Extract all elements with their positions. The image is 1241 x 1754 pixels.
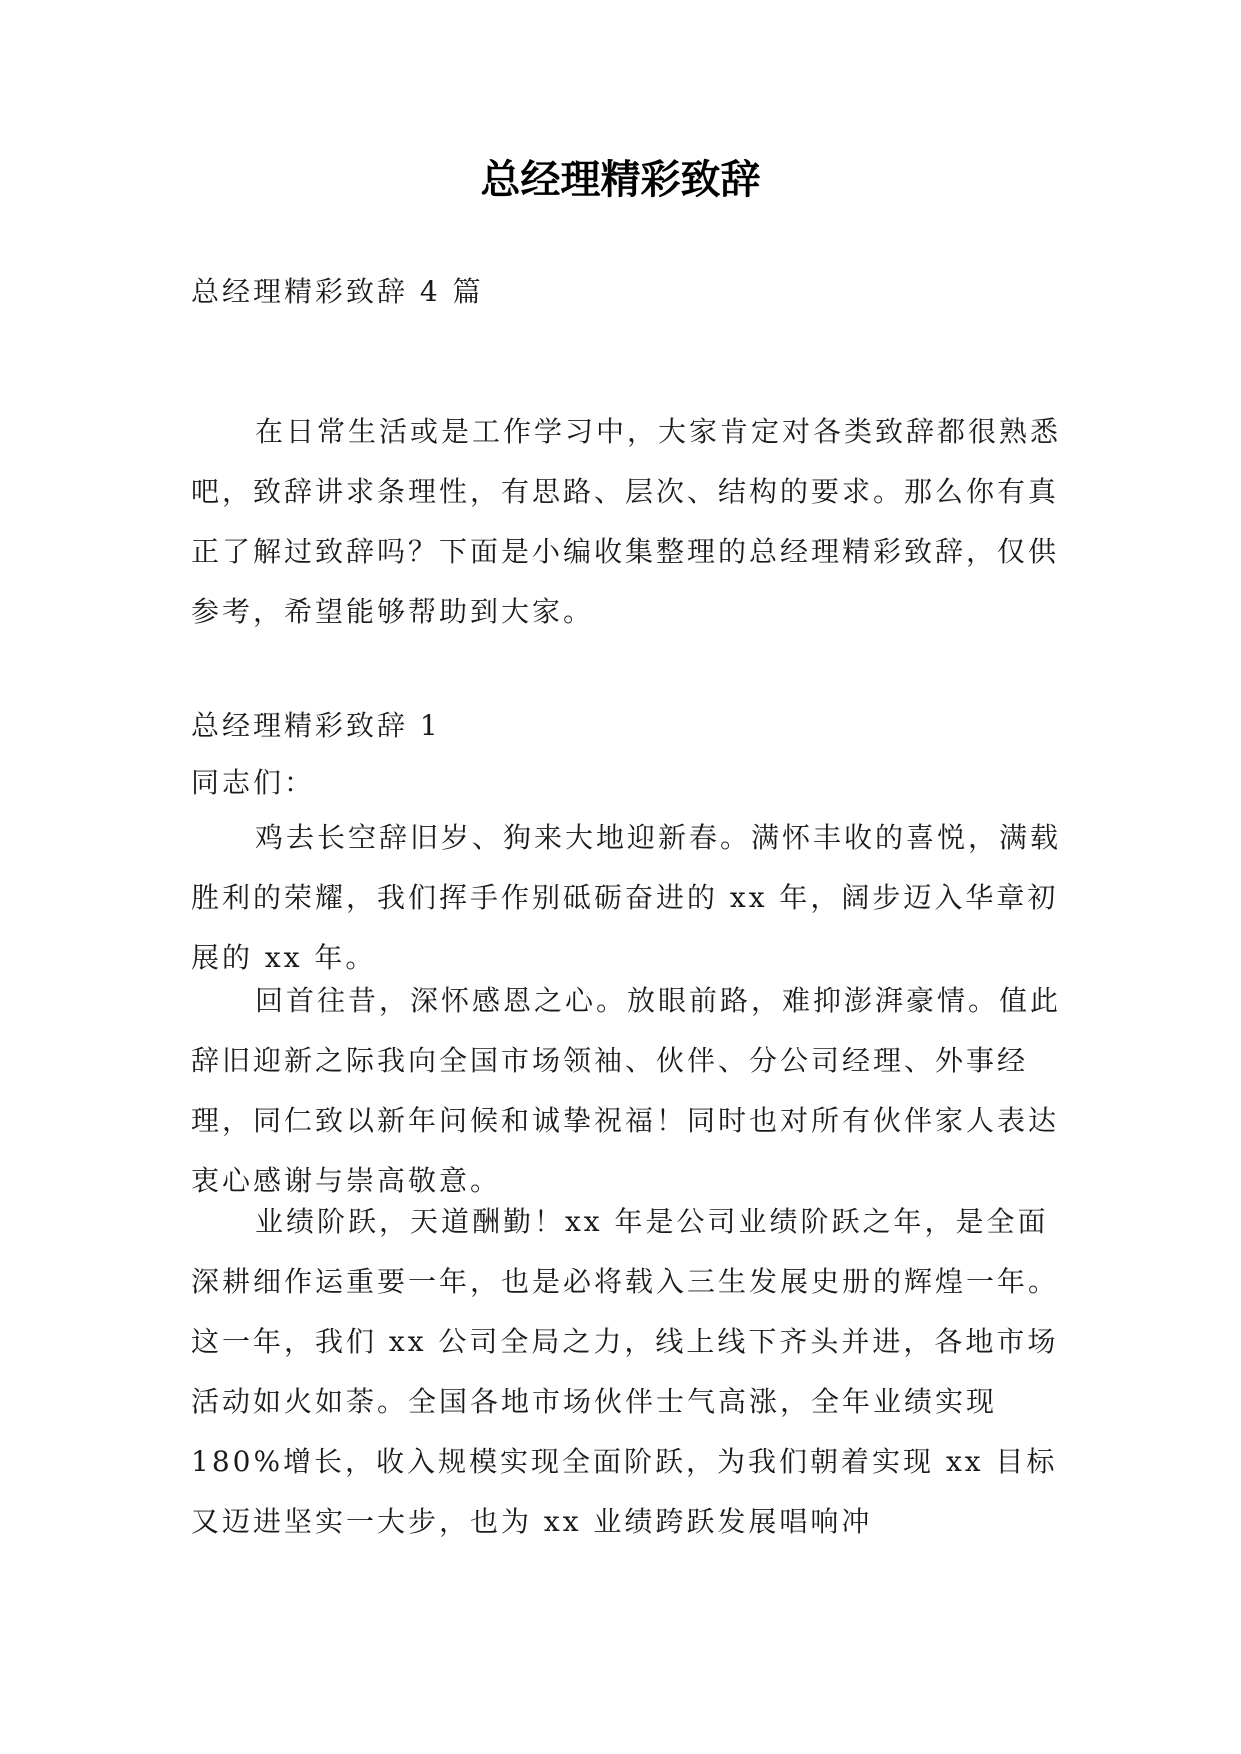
body-paragraph: 回首往昔，深怀感恩之心。放眼前路，难抑澎湃豪情。值此辞旧迎新之际我向全国市场领袖、伙伴、分公司经理、外事经理，同仁致以新年问候和诚挚祝福！同时也对所有伙伴家人表达衷心感谢与崇高敬意。 xyxy=(191,984,1062,1197)
body-paragraph: 业绩阶跃，天道酬勤！xx 年是公司业绩阶跃之年，是全面深耕细作运重要一年，也是必将载入三生发展史册的辉煌一年。这一年，我们 xx 公司全局之力，线上线下齐头并进，各地市场活动如火如荼。全国各地市场伙伴士气高涨，全年业绩实现 180%增长，收入规模实现全面阶跃，为我们朝着实现 xx 目标又迈进坚实一大步，也为 xx 业绩跨跃发展唱响冲 xyxy=(191,1205,1060,1538)
body-paragraph: 鸡去长空辞旧岁、狗来大地迎新春。满怀丰收的喜悦，满载胜利的荣耀，我们挥手作别砥砺奋进的 xx 年，阔步迈入华章初展的 xx 年。 xyxy=(191,821,1062,974)
intro-paragraph: 在日常生活或是工作学习中，大家肯定对各类致辞都很熟悉吧，致辞讲求条理性，有思路、层次、结构的要求。那么你有真正了解过致辞吗？下面是小编收集整理的总经理精彩致辞，仅供参考，希望能够帮助到大家。 xyxy=(191,415,1062,628)
document-subtitle: 总经理精彩致辞 4 篇 xyxy=(191,275,484,308)
document-title: 总经理精彩致辞 xyxy=(480,157,761,203)
section-heading: 总经理精彩致辞 1 xyxy=(191,709,441,742)
salutation: 同志们： xyxy=(191,766,316,799)
